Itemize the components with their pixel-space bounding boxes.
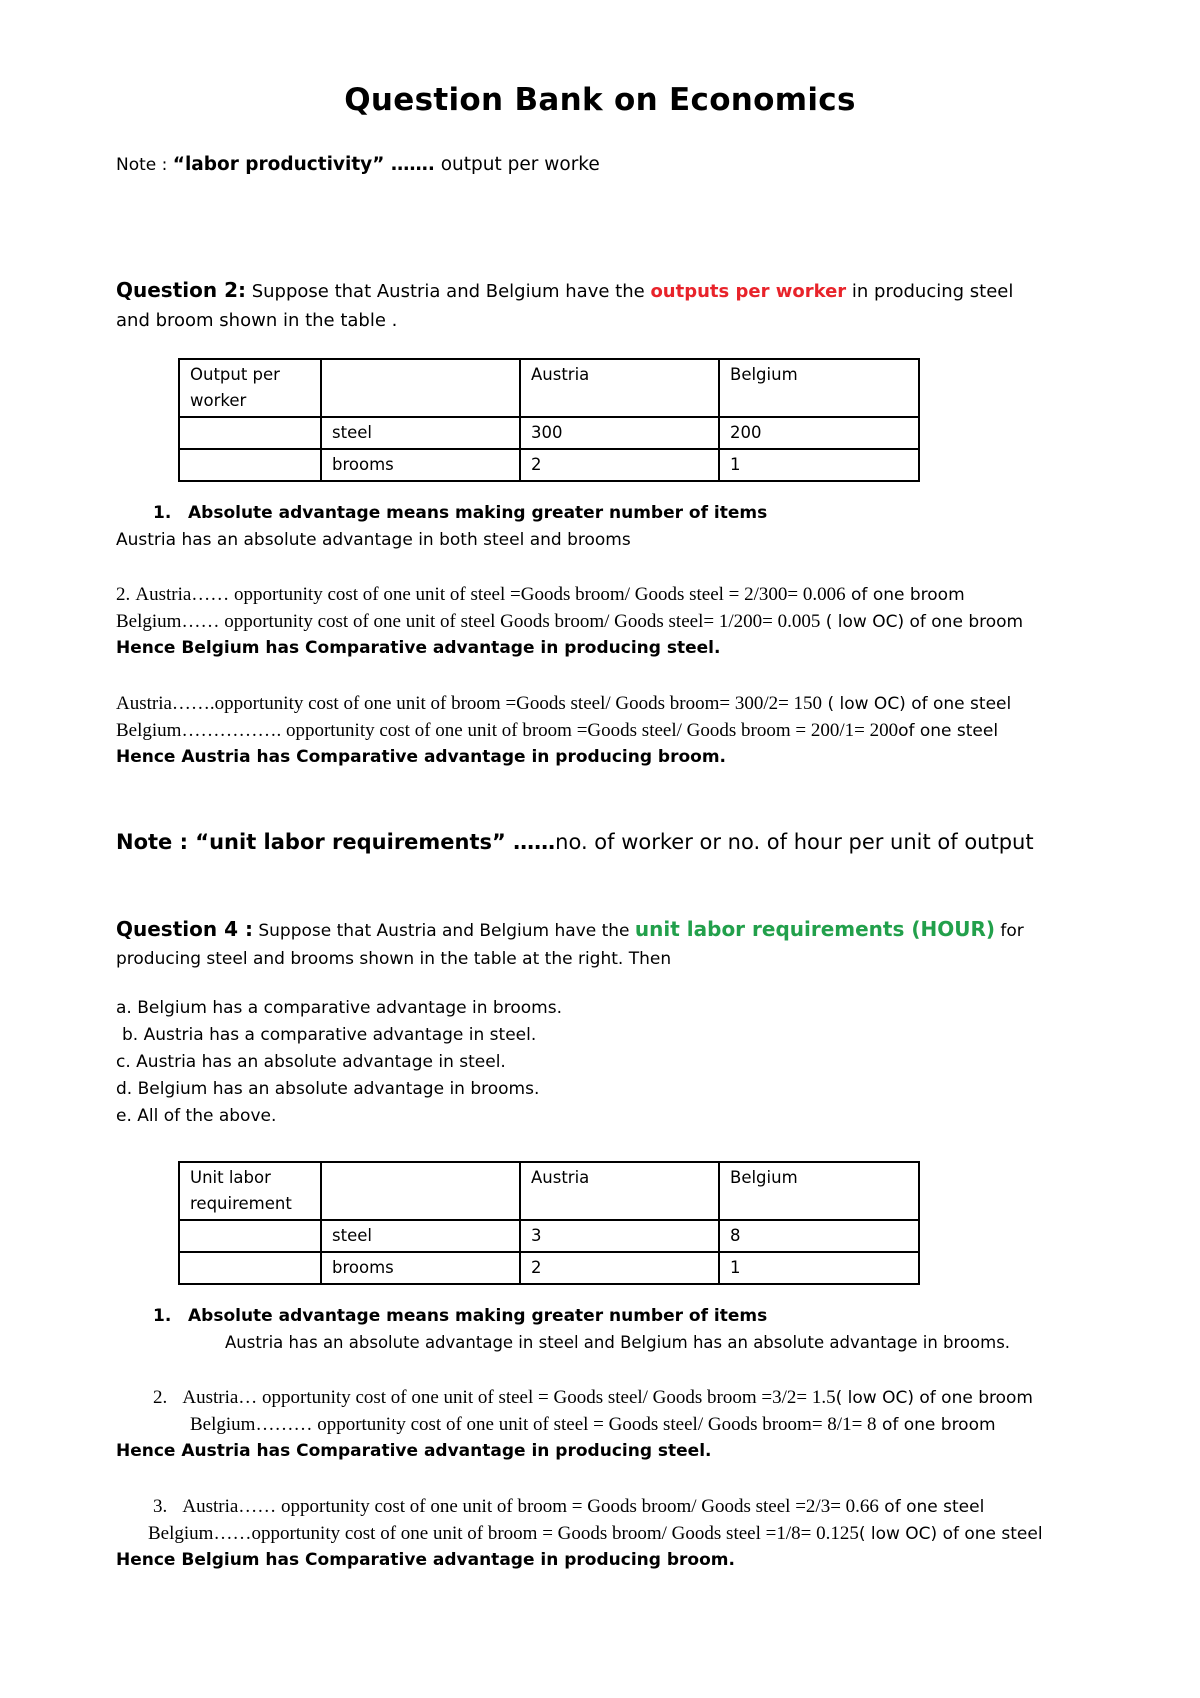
table-cell: 1 (719, 449, 919, 481)
option-letter: e. (116, 1106, 132, 1126)
table-cell: steel (321, 1220, 520, 1252)
q2-answer-2-line-1-tail: of one broom (845, 585, 965, 605)
option-letter: b. (122, 1025, 139, 1045)
note-term: “labor productivity” ……. (172, 154, 435, 175)
q2-answer-3-line-2 (116, 720, 998, 742)
option-text: Belgium has a comparative advantage in brooms. (131, 998, 562, 1018)
q2-answer-2-conclusion: Hence Belgium has Comparative advantage in producing steel. (116, 638, 721, 658)
question-2-text-b: in producing steel (846, 281, 1014, 302)
table-cell (179, 1252, 321, 1284)
option-b (122, 1025, 536, 1045)
q4-answer-1-text: Austria has an absolute advantage in steel and Belgium has an absolute advantage in brooms. (225, 1333, 1011, 1352)
question-2-highlight: outputs per worker (650, 281, 847, 302)
question-4-text-b: for (995, 921, 1024, 941)
option-a (116, 998, 562, 1018)
table-cell: Unit labor requirement (179, 1162, 321, 1220)
q4-answer-2-line-1-main: Austria… opportunity cost of one unit of steel = Goods steel/ Goods broom =3/2= 1.5 (182, 1387, 836, 1408)
q2-answer-2-line-2-main: Belgium…… opportunity cost of one unit of steel Goods broom/ Goods steel= 1/200= 0.005 (116, 611, 821, 632)
note2-definition: no. of worker or no. of hour per unit of output (555, 830, 1034, 854)
table-cell (179, 417, 321, 449)
option-letter: c. (116, 1052, 131, 1072)
q4-answer-3-line-2 (148, 1523, 1043, 1545)
option-e (116, 1106, 276, 1126)
table-cell: Austria (520, 359, 719, 417)
note-unit-labor-requirements (116, 830, 1034, 854)
table-cell (179, 449, 321, 481)
q4-answer-1-heading: Absolute advantage means making greater number of items (188, 1306, 768, 1326)
note-labor-productivity (116, 154, 600, 175)
table-header-row (179, 359, 919, 417)
q4-answer-3-line-1-tail: of one steel (878, 1497, 985, 1517)
q4-answer-3-num: 3. (153, 1496, 168, 1517)
table-row (179, 417, 919, 449)
q2-answer-2-line-2-tail: ( low OC) of one broom (820, 612, 1024, 632)
table-row (179, 1220, 919, 1252)
option-letter: a. (116, 998, 132, 1018)
option-text: Austria has a comparative advantage in steel. (138, 1025, 537, 1045)
q2-answer-2-line-2 (116, 611, 1023, 633)
note2-prefix: Note : “unit labor requirements” …… (116, 830, 556, 854)
table-cell: Austria (520, 1162, 719, 1220)
q4-answer-3-line-2-main: Belgium……opportunity cost of one unit of broom = Goods broom/ Goods steel =1/8= 0.125 (148, 1523, 859, 1544)
table-cell (321, 359, 520, 417)
table-cell: Belgium (719, 359, 919, 417)
option-d (116, 1079, 539, 1099)
q4-answer-2-conclusion: Hence Austria has Comparative advantage in producing steel. (116, 1441, 712, 1461)
question-4-line-2: producing steel and brooms shown in the table at the right. Then (116, 949, 672, 969)
table-cell: Output per worker (179, 359, 321, 417)
q2-answer-3-line-1-main: Austria…….opportunity cost of one unit of broom =Goods steel/ Goods broom= 300/2= 150 (116, 693, 823, 714)
q2-answer-1-text: Austria has an absolute advantage in both steel and brooms (116, 530, 631, 550)
q4-answer-2-line-2 (190, 1414, 996, 1436)
question-4-label: Question 4 : (116, 917, 253, 941)
q4-answer-2-line-2-tail: of one broom (876, 1415, 996, 1435)
table-cell: brooms (321, 1252, 520, 1284)
option-c (116, 1052, 506, 1072)
q2-answer-2-num: 2. (116, 584, 131, 605)
option-text: Austria has an absolute advantage in steel. (130, 1052, 506, 1072)
question-2-line-1 (116, 278, 1013, 302)
q4-answer-2-num: 2. (153, 1387, 168, 1408)
table-cell: 3 (520, 1220, 719, 1252)
table-cell: 300 (520, 417, 719, 449)
q2-answer-1-heading: Absolute advantage means making greater number of items (188, 503, 768, 523)
table-cell (179, 1220, 321, 1252)
question-2-label: Question 2: (116, 278, 246, 302)
q2-answer-3-line-2-tail: of one steel (898, 721, 999, 741)
table-row (179, 1252, 919, 1284)
table-row (179, 449, 919, 481)
q2-answer-1-num: 1. (153, 503, 172, 523)
output-per-worker-table (178, 358, 920, 482)
table-header-row (179, 1162, 919, 1220)
q4-answer-2-line-1-tail: ( low OC) of one broom (835, 1388, 1033, 1408)
q2-answer-3-line-1 (116, 693, 1011, 715)
q4-answer-3-line-2-tail: ( low OC) of one steel (858, 1524, 1043, 1544)
table-cell: 1 (719, 1252, 919, 1284)
table-cell: Belgium (719, 1162, 919, 1220)
page-title: Question Bank on Economics (344, 82, 856, 118)
option-text: All of the above. (131, 1106, 277, 1126)
question-2-line-2: and broom shown in the table . (116, 310, 398, 331)
question-4-highlight: unit labor requirements (HOUR) (634, 917, 996, 941)
q4-answer-2-line-2-main: Belgium……… opportunity cost of one unit of steel = Goods steel/ Goods broom= 8/1= 8 (190, 1414, 877, 1435)
q4-answer-3-line-1 (153, 1496, 984, 1518)
q4-answer-1-num: 1. (153, 1306, 172, 1326)
question-2-text-a: Suppose that Austria and Belgium have the (251, 281, 651, 302)
note-definition: output per worke (434, 154, 600, 175)
q2-answer-3-conclusion: Hence Austria has Comparative advantage in producing broom. (116, 747, 726, 767)
note-prefix: Note : (116, 155, 173, 175)
q2-answer-3-line-1-tail: ( low OC) of one steel (822, 694, 1012, 714)
question-4-text-a: Suppose that Austria and Belgium have the (252, 921, 635, 941)
question-4-line-1 (116, 917, 1024, 941)
q4-answer-3-conclusion: Hence Belgium has Comparative advantage in producing broom. (116, 1550, 735, 1570)
table-cell: 2 (520, 449, 719, 481)
table-cell: 2 (520, 1252, 719, 1284)
unit-labor-requirement-table (178, 1161, 920, 1285)
option-letter: d. (116, 1079, 133, 1099)
q2-answer-3-line-2-main: Belgium……………. opportunity cost of one unit of broom =Goods steel/ Goods broom = 200/1= 200 (116, 720, 899, 741)
table-cell: steel (321, 417, 520, 449)
table-cell (321, 1162, 520, 1220)
table-cell: 8 (719, 1220, 919, 1252)
q2-answer-2-line-1-main: Austria…… opportunity cost of one unit of steel =Goods broom/ Goods steel = 2/300= 0.006 (135, 584, 846, 605)
table-cell: 200 (719, 417, 919, 449)
table-cell: brooms (321, 449, 520, 481)
option-text: Belgium has an absolute advantage in brooms. (132, 1079, 540, 1099)
q4-answer-3-line-1-main: Austria…… opportunity cost of one unit of broom = Goods broom/ Goods steel =2/3= 0.66 (182, 1496, 879, 1517)
q2-answer-2-line-1 (116, 584, 965, 606)
q4-answer-2-line-1 (153, 1387, 1033, 1409)
